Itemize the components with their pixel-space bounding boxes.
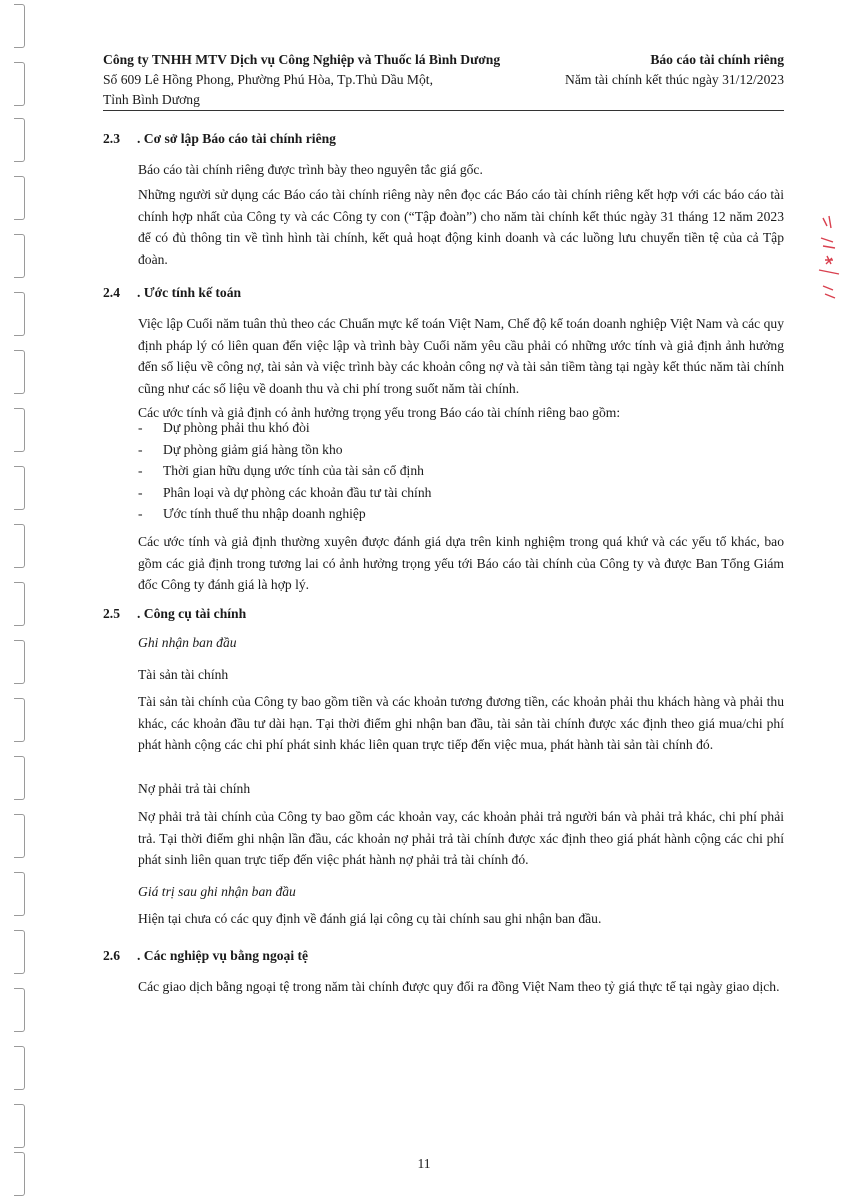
company-name: Công ty TNHH MTV Dịch vụ Công Nghiệp và Thuốc lá Bình Dương [103,52,501,67]
paragraph: Báo cáo tài chính riêng được trình bày theo nguyên tắc giá gốc. [138,162,483,177]
estimate-list [138,417,784,525]
list-item: - Dự phòng phải thu khó đòi [138,417,784,439]
subheading-initial-recognition: Ghi nhận ban đầu [138,635,237,650]
paragraph: Hiện tại chưa có các quy định về đánh giá lại công cụ tài chính sau ghi nhận ban đầu. [138,911,602,926]
section-title-2-5 [103,606,246,622]
section-heading: . Công cụ tài chính [137,606,247,621]
section-number: 2.6 [103,948,120,963]
subheading-subsequent-measurement: Giá trị sau ghi nhận ban đầu [138,884,296,899]
section-title-2-6 [103,948,308,964]
subheading-financial-assets: Tài sản tài chính [138,667,229,682]
company-address-line1: Số 609 Lê Hồng Phong, Phường Phú Hòa, Tp.Thủ Dầu Một, [103,72,433,87]
section-title-2-3 [103,131,336,147]
paragraph: Các ước tính và giả định thường xuyên được đánh giá dựa trên kinh nghiệm trong quá khứ và các yếu tố khác, bao gồm các giả định trong tương lai có ảnh hưởng trọng yếu tới Báo cáo tài chính của Công ty và được Ban Tổng Giám đốc Công ty đánh giá là hợp lý. [138,534,784,592]
list-item: - Thời gian hữu dụng ước tính của tài sản cố định [138,460,784,482]
company-address-line2: Tỉnh Bình Dương [103,92,200,107]
list-item: - Dự phòng giảm giá hàng tồn kho [138,439,784,461]
header-divider [103,110,784,111]
paragraph: Những người sử dụng các Báo cáo tài chính riêng này nên đọc các Báo cáo tài chính riêng kết hợp với các báo cáo tài chính hợp nhất của Công ty và các Công ty con (“Tập đoàn”) cho năm tài chính kết thúc ngày 31 tháng 12 năm 2023 để có đủ thông tin về tình hình tài chính, kết quả hoạt động kinh doanh và các luồng lưu chuyển tiền tệ của cả Tập đoàn. [138,187,784,267]
paragraph: Nợ phải trả tài chính của Công ty bao gồm các khoản vay, các khoản phải trả người bán và phải trả khác, chi phí phải trả. Tại thời điểm ghi nhận lần đầu, các khoản nợ phải trả tài chính được xác định theo giá phát hành cộng các chi phí phát sinh liên quan trực tiếp đến việc phát hành nợ phải trả tài chính đó. [138,809,784,867]
binding-marks [10,0,32,1200]
section-number: 2.4 [103,285,120,300]
section-title-2-4 [103,285,241,301]
paragraph: Các ước tính và giả định có ảnh hưởng trọng yếu trong Báo cáo tài chính riêng bao gồm: [138,405,621,420]
fiscal-year: Năm tài chính kết thúc ngày 31/12/2023 [565,72,784,87]
section-heading: . Các nghiệp vụ bằng ngoại tệ [137,948,309,963]
header-right [565,50,784,90]
section-number: 2.3 [103,131,120,146]
list-item: - Phân loại và dự phòng các khoản đầu tư tài chính [138,482,784,504]
seal-stamp-fragment [813,212,847,322]
paragraph: Tài sản tài chính của Công ty bao gồm tiền và các khoản tương đương tiền, các khoản phải thu khách hàng và phải thu khác, các khoản đầu tư dài hạn. Tại thời điểm ghi nhận ban đầu, tài sản tài chính được xác định theo giá mua/chi phí phát hành cộng các chi phí phát sinh khác liên quan trực tiếp đến việc mua, phát hành tài sản tài chính đó. [138,694,784,752]
section-heading: . Cơ sở lập Báo cáo tài chính riêng [137,131,336,146]
header-left [103,50,553,110]
subheading-financial-liabilities: Nợ phải trả tài chính [138,781,251,796]
report-title: Báo cáo tài chính riêng [650,52,784,67]
list-item: - Ước tính thuế thu nhập doanh nghiệp [138,503,784,525]
page-number: 11 [417,1156,431,1171]
section-number: 2.5 [103,606,120,621]
paragraph: Việc lập Cuối năm tuân thủ theo các Chuẩn mực kế toán Việt Nam, Chế độ kế toán doanh nghiệp Việt Nam và các quy định pháp lý có liên quan đến việc lập và trình bày Cuối năm yêu cầu phải có những ước tính và giả định ảnh hưởng đến số liệu về công nợ, tài sản và việc trình bày các khoản công nợ và tài sản tiềm tàng tại ngày kết thúc năm tài chính cũng như các số liệu về doanh thu và chi phí trong suốt năm tài chính. [138,316,784,396]
paragraph: Các giao dịch bằng ngoại tệ trong năm tài chính được quy đổi ra đồng Việt Nam theo tỷ giá thực tế tại ngày giao dịch. [138,979,780,994]
section-heading: . Ước tính kế toán [137,285,242,300]
